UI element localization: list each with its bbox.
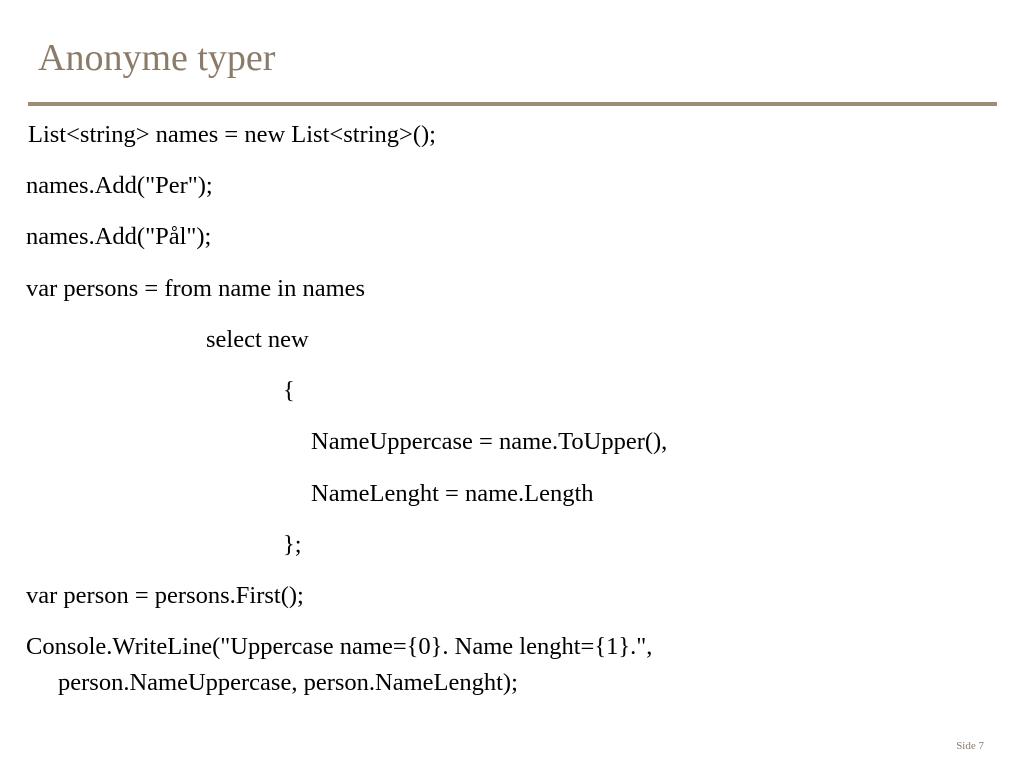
slide-number: Side 7 <box>956 740 984 752</box>
code-line: var person = persons.First(); <box>26 582 304 609</box>
code-line: NameUppercase = name.ToUpper(), <box>311 428 668 455</box>
code-line: select new <box>206 326 309 353</box>
code-line: List<string> names = new List<string>(); <box>28 121 436 148</box>
code-line: person.NameUppercase, person.NameLenght); <box>58 669 518 696</box>
code-line: Console.WriteLine("Uppercase name={0}. Name lenght={1}.", <box>26 633 653 660</box>
code-line: NameLenght = name.Length <box>311 480 594 507</box>
code-line: names.Add("Pål"); <box>26 223 212 250</box>
code-line: { <box>283 377 295 404</box>
slide-title: Anonyme typer <box>38 37 276 79</box>
code-line: names.Add("Per"); <box>26 172 213 199</box>
title-divider <box>28 102 997 106</box>
code-line: var persons = from name in names <box>26 275 366 302</box>
code-line: }; <box>283 531 302 558</box>
